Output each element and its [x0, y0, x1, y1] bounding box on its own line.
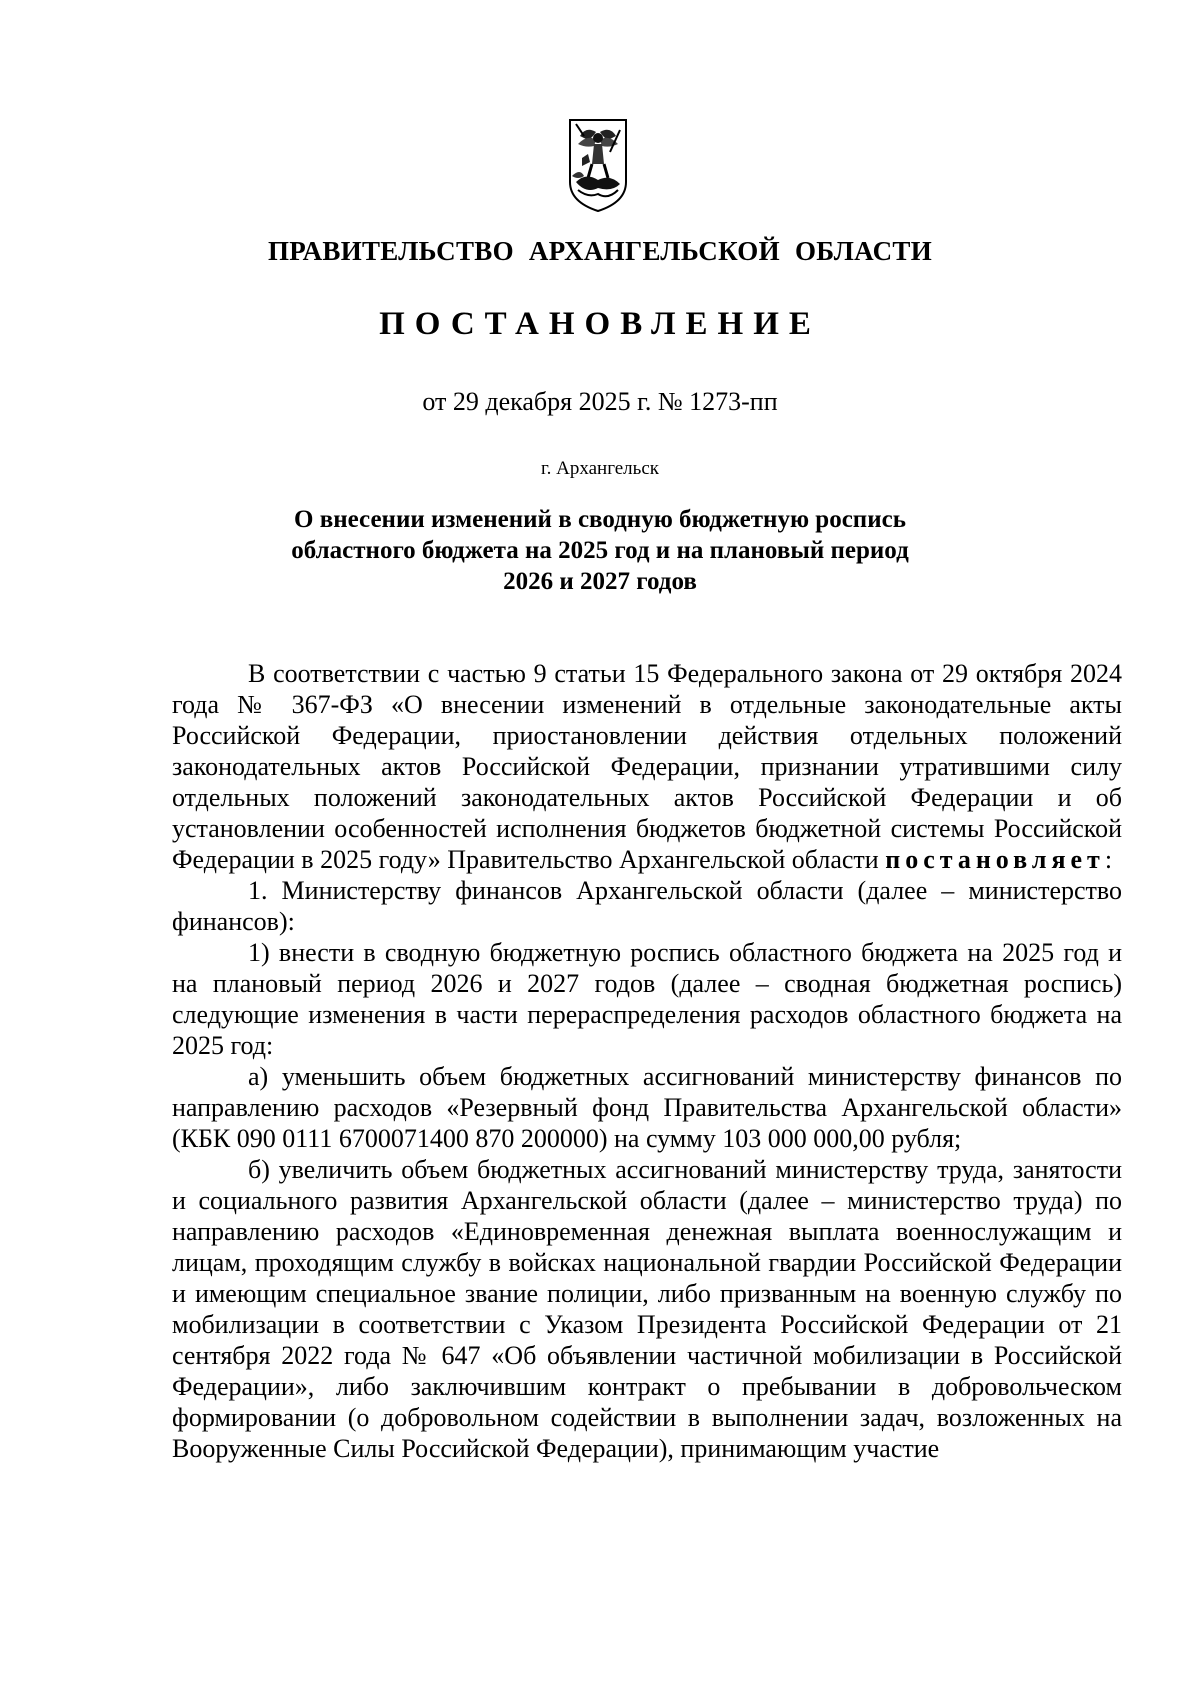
subject-line-3: 2026 и 2027 годов [503, 568, 697, 595]
item-b-paragraph: б) увеличить объем бюджетных ассигнований министерству труда, занятости и социального развития Архангельской области (далее – министерство труда) по направлению расходов «Единовременная денежная выплата военнослужащим и лицам, проходящим службу в войсках национальной гвардии Российской Федерации и имеющим специальное звание полиции, либо призванным на военную службу по мобилизации в соответствии с Указом Президента Российской Федерации от 21 сентября 2022 года № 647 «Об объявлении частичной мобилизации в Российской Федерации», либо заключившим контракт о пребывании в добровольческом формировании (о добровольном содействии в выполнении задач, возложенных на Вооруженные Силы Российской Федерации), принимающим участие [172, 1155, 1122, 1463]
government-name: ПРАВИТЕЛЬСТВО АРХАНГЕЛЬСКОЙ ОБЛАСТИ [267, 236, 933, 266]
subject-line-2: областного бюджета на 2025 год и на плановый период [291, 537, 909, 564]
document-subject [200, 504, 1000, 597]
resolves-suffix: : [1104, 845, 1113, 874]
document-body [172, 658, 1122, 1464]
document-type-title: ПОСТАНОВЛЕНИЕ [379, 306, 821, 342]
resolves-word: постановляет [885, 845, 1105, 874]
preamble-paragraph [172, 658, 1122, 875]
coat-of-arms-icon [566, 116, 630, 214]
preamble-text: В соответствии с частью 9 статьи 15 Федерального закона от 29 октября 2024 года № 367-ФЗ «О внесении изменений в отдельные законодательные акты Российской Федерации, приостановлении действия отдельных положений законодательных актов Российской Федерации, признании утратившими силу отдельных положений законодательных актов Российской Федерации и об установлении особенностей исполнения бюджетов бюджетной системы Российской Федерации в 2025 году» Правительство Архангельской области [172, 659, 1122, 874]
document-city: г. Архангельск [540, 458, 659, 479]
subject-line-1: О внесении изменений в сводную бюджетную роспись [294, 506, 906, 533]
item-1-1-paragraph: 1) внести в сводную бюджетную роспись областного бюджета на 2025 год и на плановый период 2026 и 2027 годов (далее – сводная бюджетная роспись) следующие изменения в части перераспределения расходов областного бюджета на 2025 год: [172, 938, 1122, 1060]
item-1-paragraph: 1. Министерству финансов Архангельской области (далее – министерство финансов): [172, 876, 1122, 936]
document-date-number: от 29 декабря 2025 г. № 1273-пп [422, 387, 778, 416]
item-a-paragraph: а) уменьшить объем бюджетных ассигнований министерству финансов по направлению расходов «Резервный фонд Правительства Архангельской области» (КБК 090 0111 6700071400 870 200000) на сумму 103 000 000,00 рубля; [172, 1062, 1122, 1153]
